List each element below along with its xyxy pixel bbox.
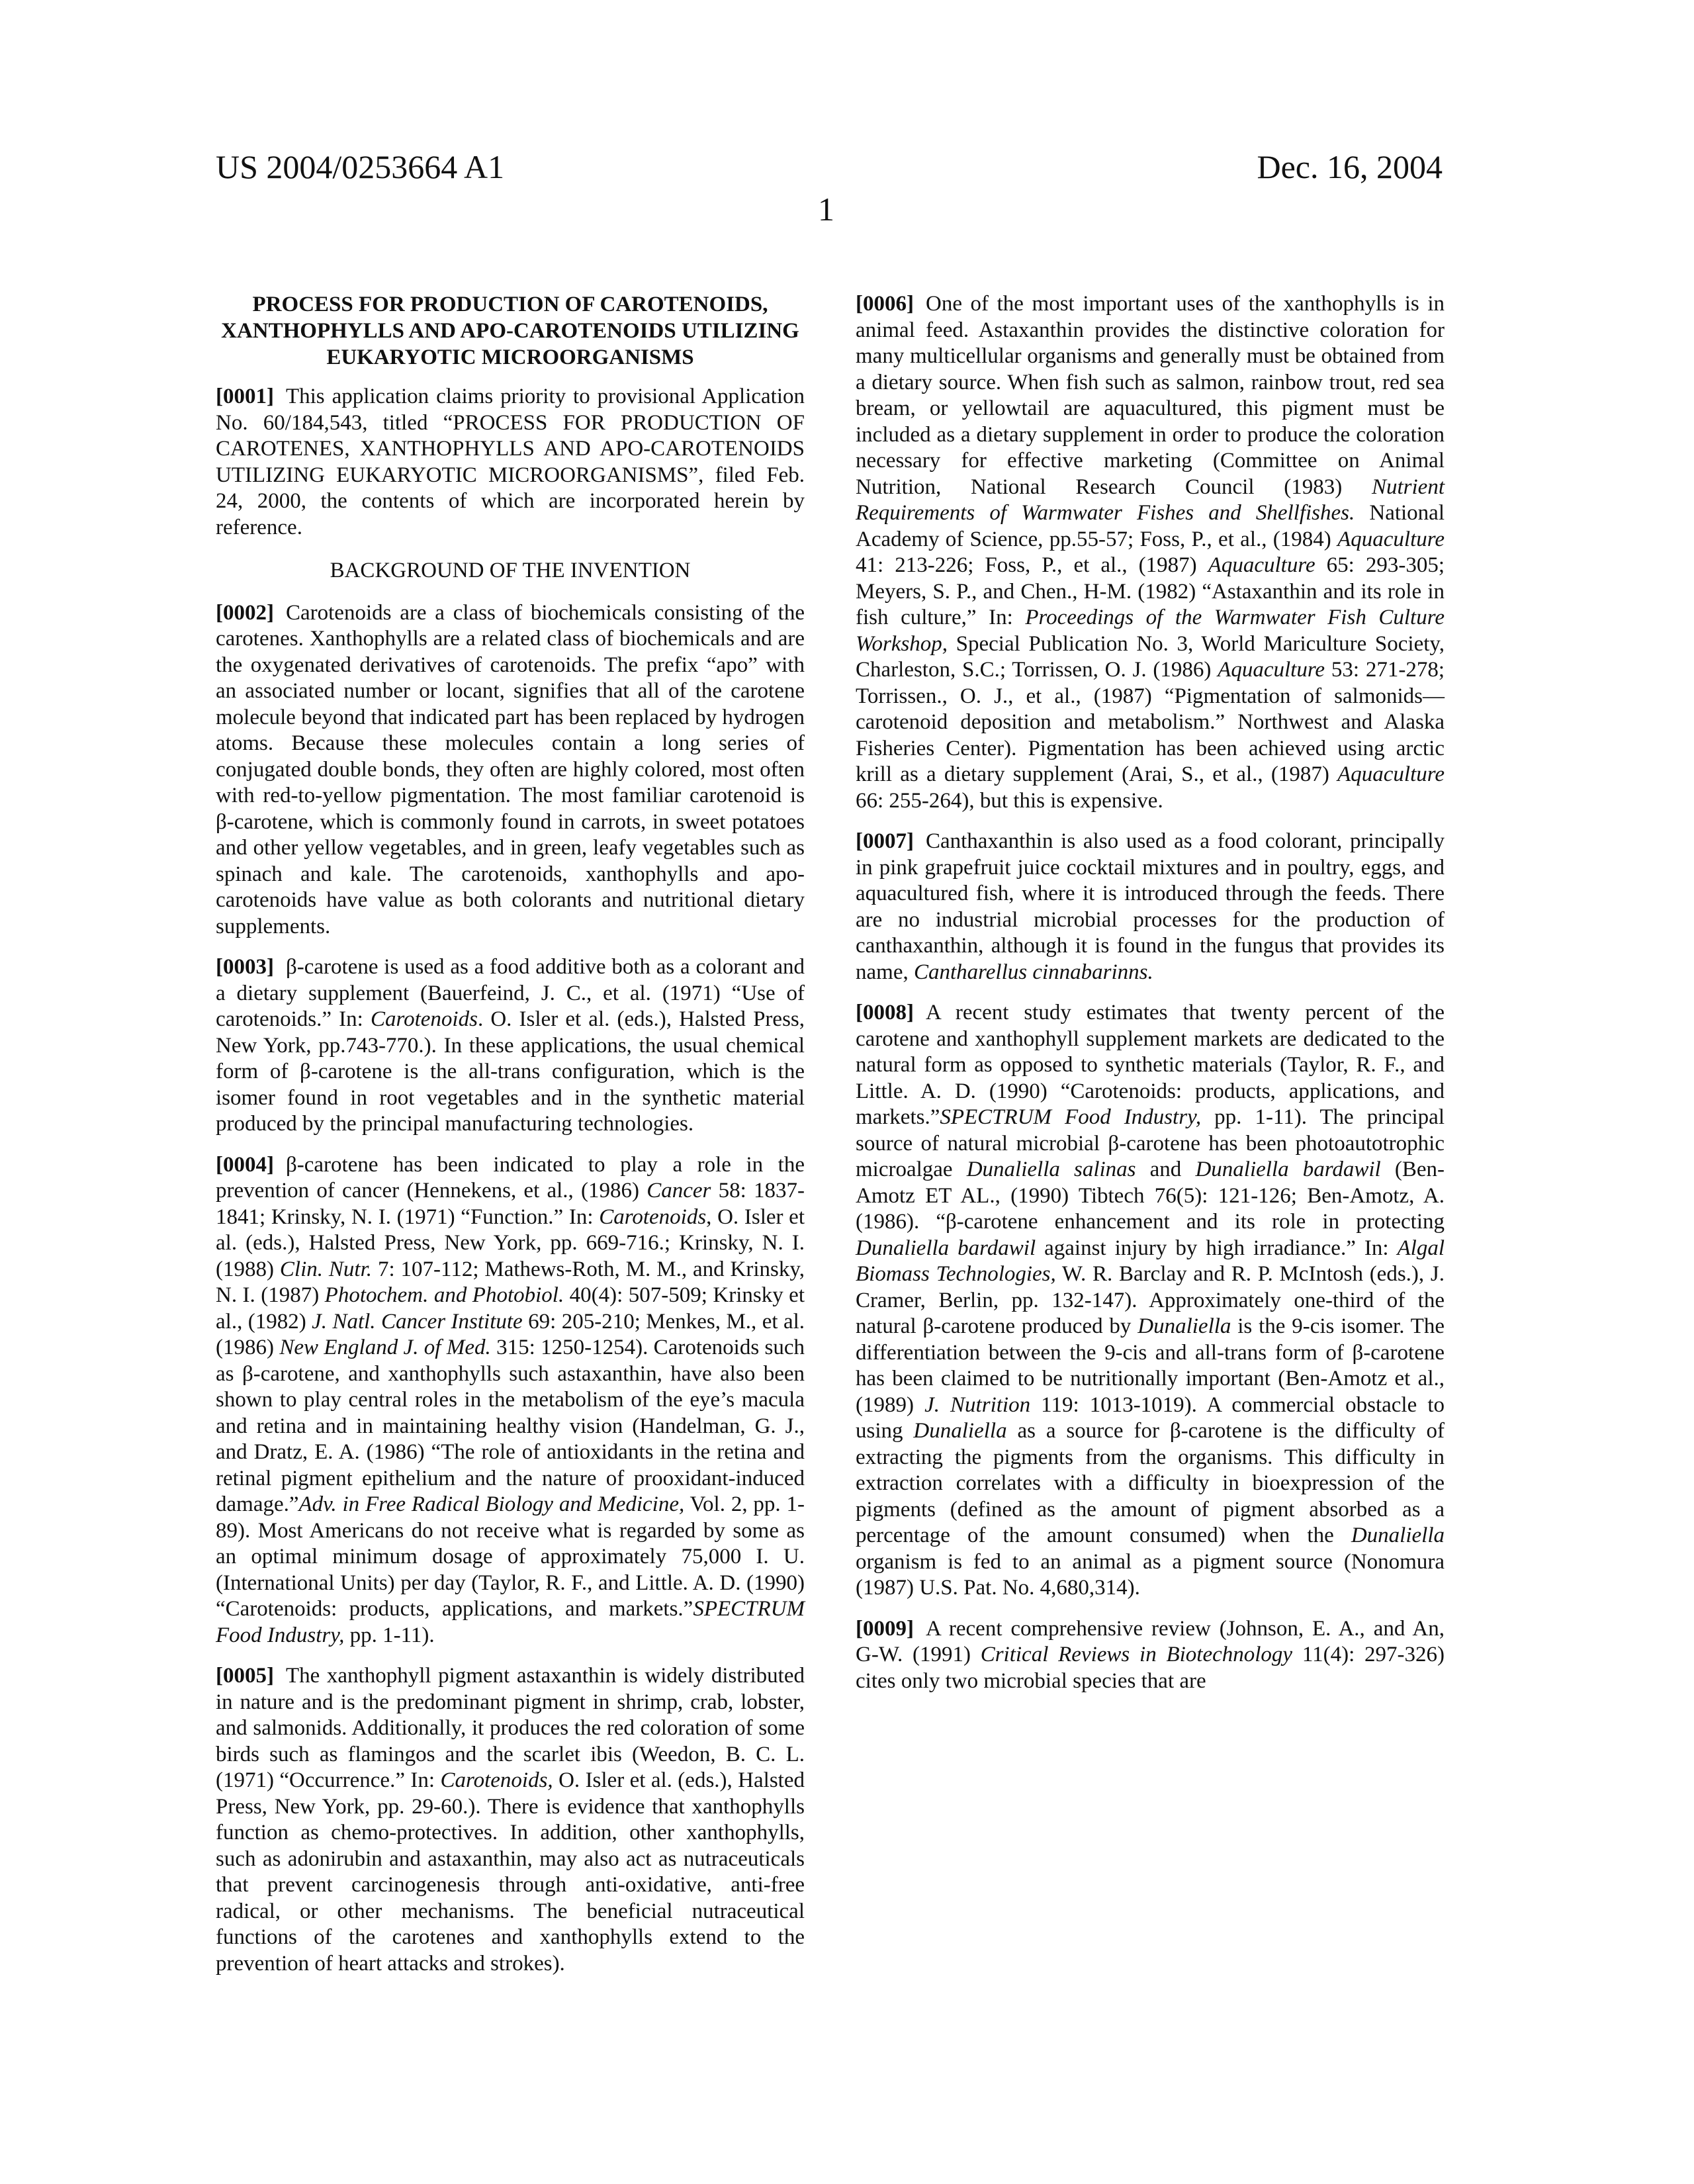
text-run: (Ben-Amotz ET AL., (1990) Tibtech 76(5): 121-126; Ben-Amotz, A. (1986). “β-carotene enhancement and its role in protecting — [856, 1158, 1445, 1234]
text-run: O. Isler et al. (eds.), Halsted Press, New York, pp. 29-60.). There is evidence that xanthophylls function as chemo-protectives. In addition, other xanthophylls, such as adonirubin and astaxanthin, may also act as nutraceuticals that prevent carcinogenesis through anti-oxidative, anti-free radical, or other mechanisms. The beneficial nutraceutical functions of the carotenes and xanthophylls extend to the prevention of heart attacks and strokes). — [216, 1768, 805, 1976]
paragraph-0002 — [216, 600, 805, 940]
citation-italic: Aquaculture — [1218, 658, 1325, 682]
right-column — [856, 291, 1445, 1709]
paragraph-text: This application claims priority to provisional Application No. 60/184,543, titled “PROCESS FOR PRODUCTION OF CAROTENES, XANTHOPHYLLS AND APO-CAROTENOIDS UTILIZING EUKARYOTIC MICROORGANISMS”, filed Feb. 24, 2000, the contents of which are incorporated herein by reference. — [216, 385, 805, 539]
text-run: β-carotene is used as a food additive both as a colorant and a dietary supplement (Bauerfeind, J. C., et al. (1971) “Use of carotenoids.” In: — [216, 955, 805, 1031]
citation-italic: Cantharellus cinnabarinns. — [914, 960, 1153, 984]
text-run: 40(4): 507-509; Krinsky et al., (1982) — [216, 1283, 805, 1334]
paragraph-number: [0004] — [216, 1153, 274, 1177]
citation-italic: Aquaculture — [1337, 527, 1445, 551]
text-run: pp. 1-11). — [344, 1623, 434, 1647]
paragraph-0005 — [216, 1663, 805, 1977]
citation-italic: Dunaliella — [1351, 1524, 1445, 1547]
publication-number: US 2004/0253664 A1 — [216, 147, 504, 187]
citation-italic: Proceedings of the Warmwater Fish Culture Workshop, — [856, 606, 1445, 656]
citation-italic: SPECTRUM Food Industry, — [216, 1597, 805, 1647]
text-run: pp. 1-11). The principal source of natural microbial β-carotene has been photoautotrophic microalgae — [856, 1105, 1445, 1181]
text-run: against injury by high irradiance.” In: — [1036, 1236, 1397, 1260]
text-run: A recent study estimates that twenty percent of the carotene and xanthophyll supplement markets are dedicated to the natural form as opposed to synthetic materials (Taylor, R. F., and Little. A. D. (1990) “Carotenoids: products, applications, and markets.” — [856, 1001, 1445, 1129]
text-run: 66: 255-264), but this is expensive. — [856, 789, 1163, 813]
citation-italic: Algal Biomass Technologies, — [856, 1236, 1445, 1287]
text-run: organism is fed to an animal as a pigment source (Nonomura (1987) U.S. Pat. No. 4,680,314). — [856, 1550, 1445, 1600]
paragraph-0004 — [216, 1152, 805, 1649]
text-run: One of the most important uses of the xanthophylls is in animal feed. Astaxanthin provides the distinctive coloration for many multicellular organisms and generally must be obtained from a dietary source. When fish such as salmon, rainbow trout, red sea bream, or yellowtail are aquacultured, this pigment must be included as a dietary supplement in order to produce the coloration necessary for effective marketing (Committee on Animal Nutrition, National Research Council (1983) — [856, 292, 1445, 499]
text-run: Canthaxanthin is also used as a food colorant, principally in pink grapefruit juice cocktail mixtures and in poultry, eggs, and aquacultured fish, where it is introduced through the feeds. There are no industrial microbial processes for the production of canthaxanthin, although it is found in the fungus that provides its name, — [856, 829, 1445, 984]
text-run: 53: 271-278; Torrissen., O. J., et al., (1987) “Pigmentation of salmonids—carotenoid deposition and metabolism.” Northwest and Alaska Fisheries Center). Pigmentation has been achieved using arctic krill as a dietary supplement (Arai, S., et al., (1987) — [856, 658, 1445, 786]
text-run: Vol. 2, pp. 1-89). Most Americans do not receive what is regarded by some as an optimal minimum dosage of approximately 75,000 I. U. (International Units) per day (Taylor, R. F., and Little. A. D. (1990) “Carotenoids: products, applications, and markets.” — [216, 1492, 805, 1621]
text-run: as a source for β-carotene is the difficulty of extracting the pigments from the organisms. This difficulty in extraction correlates with a difficulty in bioexpression of the pigments (defined as the amount of pigment absorbed as a percentage of the amount consumed) when the — [856, 1419, 1445, 1547]
paragraph-number: [0001] — [216, 385, 274, 408]
text-run: 315: 1250-1254). Carotenoids such as β-carotene, and xanthophylls such astaxanthin, have also been shown to play central roles in the metabolism of the eye’s macula and retina and in maintaining healthy vision (Handelman, G. J., and Dratz, E. A. (1986) “The role of antioxidants in the retina and retinal pigment epithelium and the nature of prooxidant-induced damage.” — [216, 1336, 805, 1516]
text-run: 11(4): 297-326) cites only two microbial species that are — [856, 1643, 1445, 1693]
paragraph-number: [0008] — [856, 1001, 914, 1024]
paragraph-number: [0007] — [856, 829, 914, 853]
paragraph-0007 — [856, 829, 1445, 985]
text-run: The xanthophyll pigment astaxanthin is widely distributed in nature and is the predominant pigment in shrimp, crab, lobster, and salmonids. Additionally, it produces the red coloration of some birds such as flamingos and the scarlet ibis (Weedon, B. C. L. (1971) “Occurrence.” In: — [216, 1664, 805, 1792]
text-run: Special Publication No. 3, World Mariculture Society, Charleston, S.C.; Torrissen, O. J. (1986) — [856, 632, 1445, 682]
citation-italic: Dunaliella bardawil — [1195, 1158, 1380, 1181]
paragraph-text: Carotenoids are a class of biochemicals consisting of the carotenes. Xanthophylls are a related class of biochemicals and are the oxygenated derivatives of carotenoids. The prefix “apo” with an associated number or locant, signifies that all of the carotene molecule beyond that indicated part has been replaced by hydrogen atoms. Because these molecules contain a long series of conjugated double bonds, they often are highly colored, most often with red-to-yellow pigmentation. The most familiar carotenoid is β-carotene, which is commonly found in carrots, in sweet potatoes and other yellow vegetables, and in green, leafy vegetables such as spinach and kale. The carotenoids, xanthophylls and apo-carotenoids have value as both colorants and nutritional dietary supplements. — [216, 601, 805, 938]
text-run: 69: 205-210; Menkes, M., et al. (1986) — [216, 1310, 805, 1360]
paragraph-number: [0005] — [216, 1664, 274, 1688]
text-run: National Academy of Science, pp.55-57; Foss, P., et al., (1984) — [856, 501, 1445, 551]
citation-italic: J. Nutrition — [924, 1393, 1030, 1417]
citation-italic: Aquaculture — [1337, 762, 1445, 786]
citation-italic: Aquaculture — [1208, 553, 1315, 577]
citation-italic: Dunaliella — [1137, 1314, 1231, 1338]
citation-italic: New England J. of Med. — [279, 1336, 490, 1359]
paragraph-number: [0006] — [856, 292, 914, 316]
paragraph-0001 — [216, 384, 805, 541]
left-column — [216, 291, 805, 1991]
citation-italic: Dunaliella — [913, 1419, 1006, 1443]
citation-italic: Adv. in Free Radical Biology and Medicine, — [299, 1492, 685, 1516]
paragraph-0003 — [216, 954, 805, 1138]
text-run: and — [1136, 1158, 1196, 1181]
citation-italic: Carotenoids — [599, 1205, 706, 1229]
citation-italic: J. Natl. Cancer Institute — [312, 1310, 523, 1334]
paragraph-0008 — [856, 1000, 1445, 1602]
citation-italic: Dunaliella salinas — [967, 1158, 1136, 1181]
citation-italic: Carotenoids — [371, 1007, 478, 1031]
text-run: , O. Isler et al. (eds.), Halsted Press, New York, pp. 669-716.; Krinsky, N. I. (1988) — [216, 1205, 805, 1281]
citation-italic: Photochem. and Photobiol. — [325, 1283, 564, 1307]
text-run: W. R. Barclay and R. P. McIntosh (eds.), J. Cramer, Berlin, pp. 132-147). Approximately one-third of the natural β-carotene produced by — [856, 1262, 1445, 1338]
paragraph-0009 — [856, 1616, 1445, 1695]
text-run: is the 9-cis isomer. The differentiation between the 9-cis and all-trans form of β-carotene has been claimed to be nutritionally important (Ben-Amotz et al., (1989) — [856, 1314, 1445, 1417]
citation-italic: SPECTRUM Food Industry, — [940, 1105, 1201, 1129]
text-run: 65: 293-305; Meyers, S. P., and Chen., H-M. (1982) “Astaxanthin and its role in fish culture,” In: — [856, 553, 1445, 629]
citation-italic: Dunaliella bardawil — [856, 1236, 1036, 1260]
citation-italic: Nutrient Requirements of Warmwater Fishes and Shellfishes. — [856, 475, 1445, 525]
text-run: A recent comprehensive review (Johnson, E. A., and An, G-W. (1991) — [856, 1617, 1445, 1667]
text-run: . O. Isler et al. (eds.), Halsted Press, New York, pp.743-770.). In these applications, the usual chemical form of β-carotene is the all-trans configuration, which is the isomer found in root vegetables and in the synthetic material produced by the principal manufacturing technologies. — [216, 1007, 805, 1136]
paragraph-number: [0003] — [216, 955, 274, 979]
section-heading: BACKGROUND OF THE INVENTION — [216, 558, 805, 584]
page-number: 1 — [818, 189, 834, 229]
citation-italic: Cancer — [646, 1179, 711, 1203]
text-run: 119: 1013-1019). A commercial obstacle to using — [856, 1393, 1445, 1443]
patent-page — [0, 0, 1694, 2184]
document-title: PROCESS FOR PRODUCTION OF CAROTENOIDS, XANTHOPHYLLS AND APO-CAROTENOIDS UTILIZING EUKARYOTIC MICROORGANISMS — [216, 291, 805, 371]
publication-date: Dec. 16, 2004 — [1257, 147, 1443, 187]
text-run: 7: 107-112; Mathews-Roth, M. M., and Krinsky, N. I. (1987) — [216, 1257, 805, 1308]
paragraph-number: [0002] — [216, 601, 274, 625]
text-run: 41: 213-226; Foss, P., et al., (1987) — [856, 553, 1208, 577]
paragraph-0006 — [856, 291, 1445, 814]
paragraph-number: [0009] — [856, 1617, 914, 1641]
text-run: 58: 1837-1841; Krinsky, N. I. (1971) “Function.” In: — [216, 1179, 805, 1229]
citation-italic: Carotenoids, — [440, 1768, 553, 1792]
citation-italic: Clin. Nutr. — [280, 1257, 372, 1281]
text-run: β-carotene has been indicated to play a role in the prevention of cancer (Hennekens, et al., (1986) — [216, 1153, 805, 1203]
citation-italic: Critical Reviews in Biotechnology — [981, 1643, 1292, 1666]
